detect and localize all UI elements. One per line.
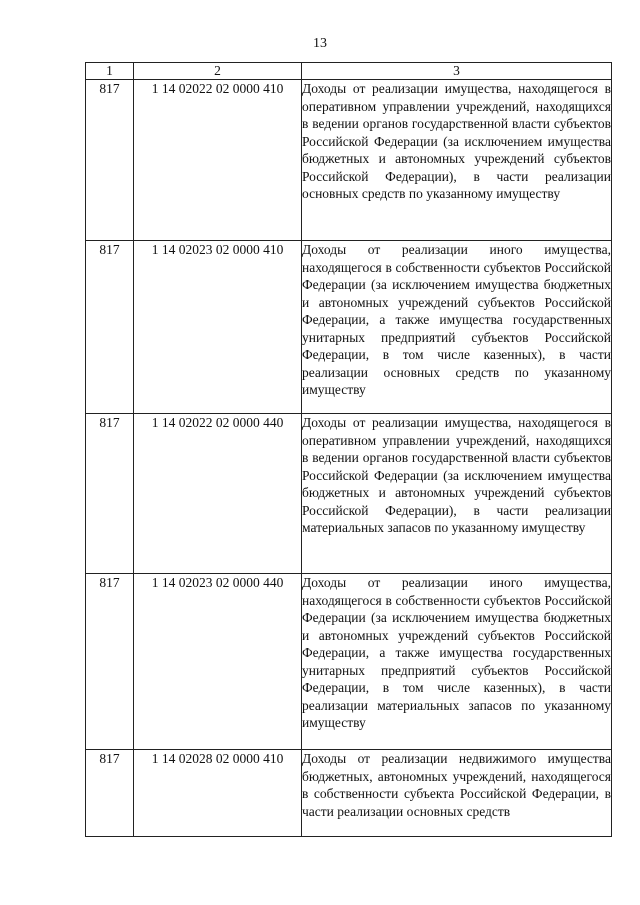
description-cell (302, 80, 612, 241)
header-col-2: 2 (134, 63, 302, 80)
description-cell (302, 241, 612, 414)
description-text: Доходы от реализации иного имущества, находящегося в собственности субъектов Российской Федерации (за исключением имущества бюджетных и автономных учреждений субъектов Российской Федерации, а также имущества государственных унитарных предприятий субъектов Российской Федерации, в том числе казенных), в части реализации материальных запасов по указанному имуществу (302, 575, 611, 730)
admin-code-cell: 817 (86, 80, 134, 241)
admin-code-cell: 817 (86, 574, 134, 750)
admin-code-cell: 817 (86, 241, 134, 414)
page-number: 13 (313, 36, 327, 51)
admin-code-cell: 817 (86, 414, 134, 574)
header-col-1: 1 (86, 63, 134, 80)
description-text: Доходы от реализации имущества, находящегося в оперативном управлении учреждений, находящихся в ведении органов государственной власти субъектов Российской Федерации (за исключением имущества бюджетных и автономных учреждений субъектов Российской Федерации), в части реализации основных средств по указанному имуществу (302, 81, 611, 201)
header-col-3: 3 (302, 63, 612, 80)
kbk-code-cell: 1 14 02023 02 0000 440 (134, 574, 302, 750)
description-text: Доходы от реализации иного имущества, находящегося в собственности субъектов Российской Федерации (за исключением имущества бюджетных и автономных учреждений субъектов Российской Федерации, а также имущества государственных унитарных предприятий субъектов Российской Федерации, в том числе казенных), в части реализации основных средств по указанному имуществу (302, 242, 611, 397)
table-row (86, 414, 612, 574)
table-row (86, 241, 612, 414)
description-cell (302, 574, 612, 750)
description-cell (302, 414, 612, 574)
admin-code-cell: 817 (86, 750, 134, 837)
kbk-code-cell: 1 14 02022 02 0000 410 (134, 80, 302, 241)
description-cell (302, 750, 612, 837)
table-header-row (86, 63, 612, 80)
table-row (86, 750, 612, 837)
kbk-code-cell: 1 14 02028 02 0000 410 (134, 750, 302, 837)
table-row (86, 80, 612, 241)
kbk-code-cell: 1 14 02022 02 0000 440 (134, 414, 302, 574)
description-text: Доходы от реализации имущества, находящегося в оперативном управлении учреждений, находящихся в ведении органов государственной власти субъектов Российской Федерации (за исключением имущества бюджетных и автономных учреждений субъектов Российской Федерации), в части реализации материальных запасов по указанному имуществу (302, 415, 611, 535)
table-row (86, 574, 612, 750)
kbk-code-cell: 1 14 02023 02 0000 410 (134, 241, 302, 414)
description-text: Доходы от реализации недвижимого имущества бюджетных, автономных учреждений, находящегося в собственности субъекта Российской Федерации, в части реализации основных средств (302, 751, 611, 819)
revenue-codes-table (85, 62, 612, 837)
